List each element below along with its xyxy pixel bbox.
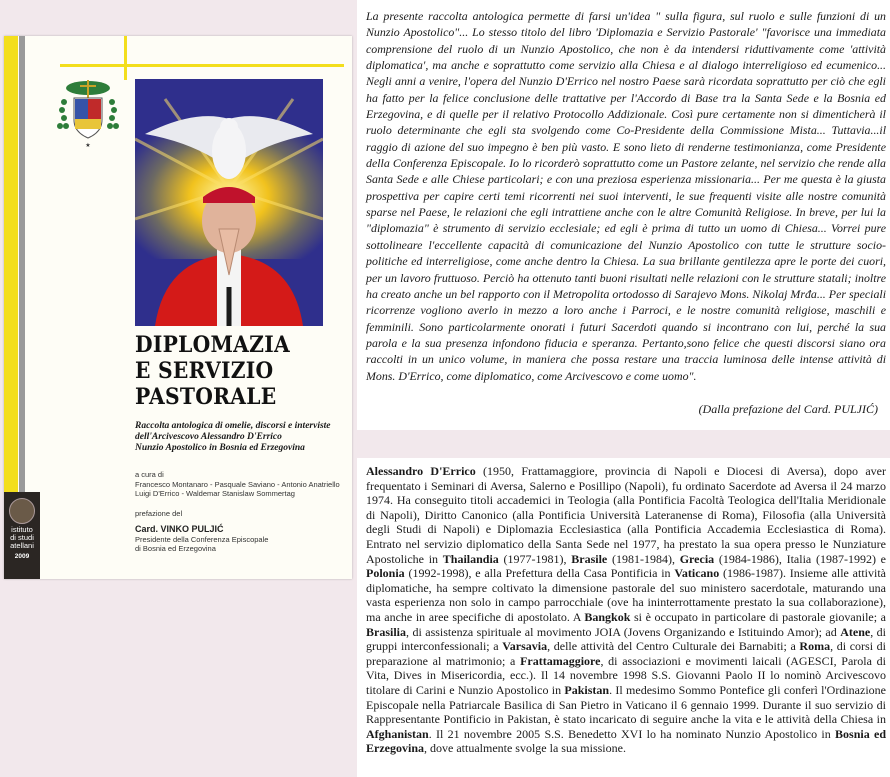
- bio-text-segment: (1984-1986), Italia (1987-1992) e: [714, 551, 887, 566]
- cover-cross-horizontal-line: [60, 64, 344, 67]
- bio-place: Pakistan: [564, 682, 610, 697]
- biography-panel: [357, 458, 890, 777]
- book-subtitle-line: Nunzio Apostolico in Bosnia ed Erzegovina: [135, 443, 305, 453]
- curators-line: Luigi D'Errico - Waldemar Stanislaw Sommertag: [135, 489, 295, 498]
- bio-text-segment: (1986-1987). Insieme alle attività diplomatiche, ha sempre coltivato la dimensione pastorale del suo ministero sacerdotale, maturando una vasta esperienza non solo in campo parrocchiale (ove ha ininterrottamente prestato la sua collaborazione), ma anche in aree specifiche di apostolato. A: [366, 566, 886, 624]
- bio-place: Brasilia: [366, 624, 407, 639]
- publisher-name-line: atellani: [10, 541, 34, 550]
- book-preface-credit: [135, 509, 350, 554]
- bio-place: Roma: [799, 639, 831, 654]
- preface-excerpt-text: La presente raccolta antologica permette di farsi un'idea " sulla figura, sul ruolo e sulle funzioni di un Nunzio Apostolico"... Lo stesso titolo del libro 'Diplomazia e Servizio Pastorale' "favorisce una immediata comprensione del ruolo di un Nunzio Apostolico, che non è da intendersi riduttivamente come 'attività diplomatica', ma anche e soprattutto come servizio alla Chiesa e al dialogo interreligioso ed ecumenico... Negli anni a venire, l'opera del Nunzio D'Errico nel nostro Paese sarà ricordata soprattutto per ciò che egli ha fatto per la felice conclusione delle trattative per l'Accordo di Base tra la Santa Sede e la Bosnia ed Erzegovina, e di quelle per il relativo Protocollo Addizionale. Così pure certamente non si dimenticherà il ruolo determinante che egli sta svolgendo come Co-Presidente della Commissione Mista... Tuttavia...il raggio di azione del suo impegno è ben più vasto. E sono lieto di renderne testimonianza, come Presidente della Conferenza Episcopale. Io lo ricorderò soprattutto come un Pastore zelante, nel servizio che rende alla Santa Sede e alle Chiese particolari; e con una preziosa esperienza missionaria... Per me questa è la giusta prospettiva per capire certi temi ricorrenti nei suoi interventi, le sue frequenti visite alle nostre comunità sparse nel Paese, le relazioni che egli intrattiene anche con le altre Comunità Religiose. In breve, per lui la "diplomazia" è strumento di servizio ecclesiale; ed egli è prima di tutto un uomo di Chiesa... Vorrei pure sottolineare l'eccellente capacità di comunicazione del Nunzio Apostolico con tutte le strutture socio-politiche ed interreligiose, come anche dentro la Chiesa. La sua brillante gentilezza apre le porte dei cuori, per un lavoro fruttuoso. Perciò ha ottenuto tanti buoni risultati nelle relazioni con le strutture statali; inoltre ha creato anche un bel rapporto con il Metropolita ortodosso di Sarajevo Mons. Nikolaj Mrđa... Per speciali ricorrenze vogliono averlo in mezzo a loro anche i Parroci, e le nostre comunità religiose, maschili e femminili. Sono particolarmente onorati i futuri Sacerdoti quando si incontrano con lui, perché la sua parola e la sua presenza infondono fiducia e speranza. Pertanto,sono felice che questi discorsi siano ora raccolti in un unico volume, in maniera che possa restare una traccia luminosa delle intense attività di Mons. D'Errico, come diplomatico, come Arcivescovo e come uomo".: [366, 9, 886, 383]
- cardinal-role-line: di Bosnia ed Erzegovina: [135, 544, 216, 553]
- bio-place: Varsavia: [502, 639, 548, 654]
- bio-text-segment: , delle attività del Centro Culturale dei Barnabiti; a: [547, 639, 800, 654]
- book-title-line: E SERVIZIO: [135, 358, 274, 384]
- preface-attribution: (Dalla prefazione del Card. PULJIĆ): [698, 402, 878, 416]
- book-cover: [4, 36, 352, 579]
- book-title: [135, 332, 324, 410]
- curators-line: Francesco Montanaro - Pasquale Saviano - Antonio Anatriello: [135, 479, 340, 489]
- bio-place: Bangkok: [584, 609, 631, 624]
- book-subtitle-line: Raccolta antologica di omelie, discorsi e interviste: [135, 421, 331, 431]
- publisher-name-line: istituto: [11, 525, 33, 534]
- bio-text-segment: , di gruppi interconfessionali; a: [366, 624, 886, 654]
- bio-place: Brasile: [571, 551, 608, 566]
- bio-place: Bosnia ed Erzegovina: [366, 726, 887, 756]
- bio-text-segment: . Il 21 novembre 2005 S.S. Benedetto XVI lo ha nominato Nunzio Apostolico in: [428, 726, 836, 741]
- biography-text: [366, 464, 886, 756]
- bio-text-segment: (1950, Frattamaggiore, provincia di Napoli e Diocesi di Aversa), dopo aver frequentato i Seminari di Aversa, Salerno e Posillipo (Napoli), fu ordinato Sacerdote ad Aversa il 24 marzo 1974. Ha conseguito titoli accademici in Teologia (alla Pontificia Facoltà Teologica dell'Italia Meridionale di Napoli), Diritto Canonico (alla Pontificia Università Lateranense di Roma), Filosofia (alla Università degli Studi di Napoli) e Diplomazia Ecclesiastica (alla Pontificia Accademia Ecclesiastica di Roma). Entrato nel servizio diplomatico della Santa Sede nel 1977, ha prestato la sua opera presso le Nunziature Apostoliche in: [366, 464, 886, 566]
- bio-text-segment: , di assistenza spirituale al movimento JOIA (Jovens Organizando e Istituindo Amor); ad: [406, 624, 841, 639]
- bio-place: Thailandia: [442, 551, 499, 566]
- book-subtitle-line: dell'Arcivescovo Alessandro D'Errico: [135, 432, 282, 442]
- bio-name: Alessandro D'Errico: [366, 464, 476, 478]
- cardinal-role-line: Presidente della Conferenza Episcopale: [135, 534, 269, 544]
- bio-text-segment: (1981-1984),: [607, 551, 680, 566]
- bio-text-segment: , dove attualmente svolge la sua missione.: [424, 741, 626, 756]
- bio-place: Polonia: [366, 566, 405, 581]
- book-subtitle: [135, 421, 350, 454]
- bio-place: Vaticano: [674, 566, 720, 581]
- bio-place: Afghanistan: [366, 726, 429, 741]
- cover-cross-vertical-line: [124, 36, 127, 80]
- curators-line: a cura di: [135, 470, 164, 479]
- bio-text-segment: si è occupato in particolare di pastorale giovanile; a: [630, 609, 886, 624]
- cardinal-name: Card. VINKO PULJIĆ: [135, 523, 224, 534]
- bio-text-segment: , di associazioni e movimenti laicali (AGESCI, Parola di Vita, Dives in Misericordia, ecc.). Il 14 novembre 1998 S.S. Giovanni Paolo II lo nominò Arcivescovo titolare di Carini e Nunzio Apostolico in: [366, 653, 886, 697]
- coat-of-arms-icon: [56, 76, 120, 150]
- bio-text-segment: , di corsi di preparazione al matrimonio; a: [366, 639, 886, 668]
- bio-place: Frattamaggiore: [520, 653, 601, 668]
- publisher-emblem-icon: [9, 498, 35, 524]
- bio-text-segment: . Il medesimo Sommo Pontefice gli conferì l'Ordinazione Episcopale nella Patriarcale Basilica di San Pietro in Vaticano il 6 gennaio 1999. Durante il suo servizio di Rappresentante Pontificio in Pakistan, è stato incaricato di seguire anche la vita e le attività della Chiesa in: [366, 682, 886, 727]
- book-curators: [135, 470, 350, 499]
- publisher-logo: [4, 492, 40, 579]
- cover-photo: [135, 79, 323, 326]
- bio-place: Atene: [840, 624, 871, 639]
- book-title-line: DIPLOMAZIA: [135, 332, 290, 358]
- bio-place: Grecia: [679, 551, 715, 566]
- svg-text:★: ★: [85, 143, 91, 149]
- preface-label: prefazione del: [135, 509, 183, 518]
- bio-text-segment: (1992-1998), e alla Prefettura della Casa Pontificia in: [404, 566, 675, 581]
- publisher-name-line: di studi: [10, 533, 34, 542]
- preface-excerpt-panel: [357, 0, 890, 430]
- publication-year: 2009: [14, 553, 30, 560]
- bio-text-segment: (1977-1981),: [498, 551, 572, 566]
- book-title-line: PASTORALE: [135, 384, 277, 410]
